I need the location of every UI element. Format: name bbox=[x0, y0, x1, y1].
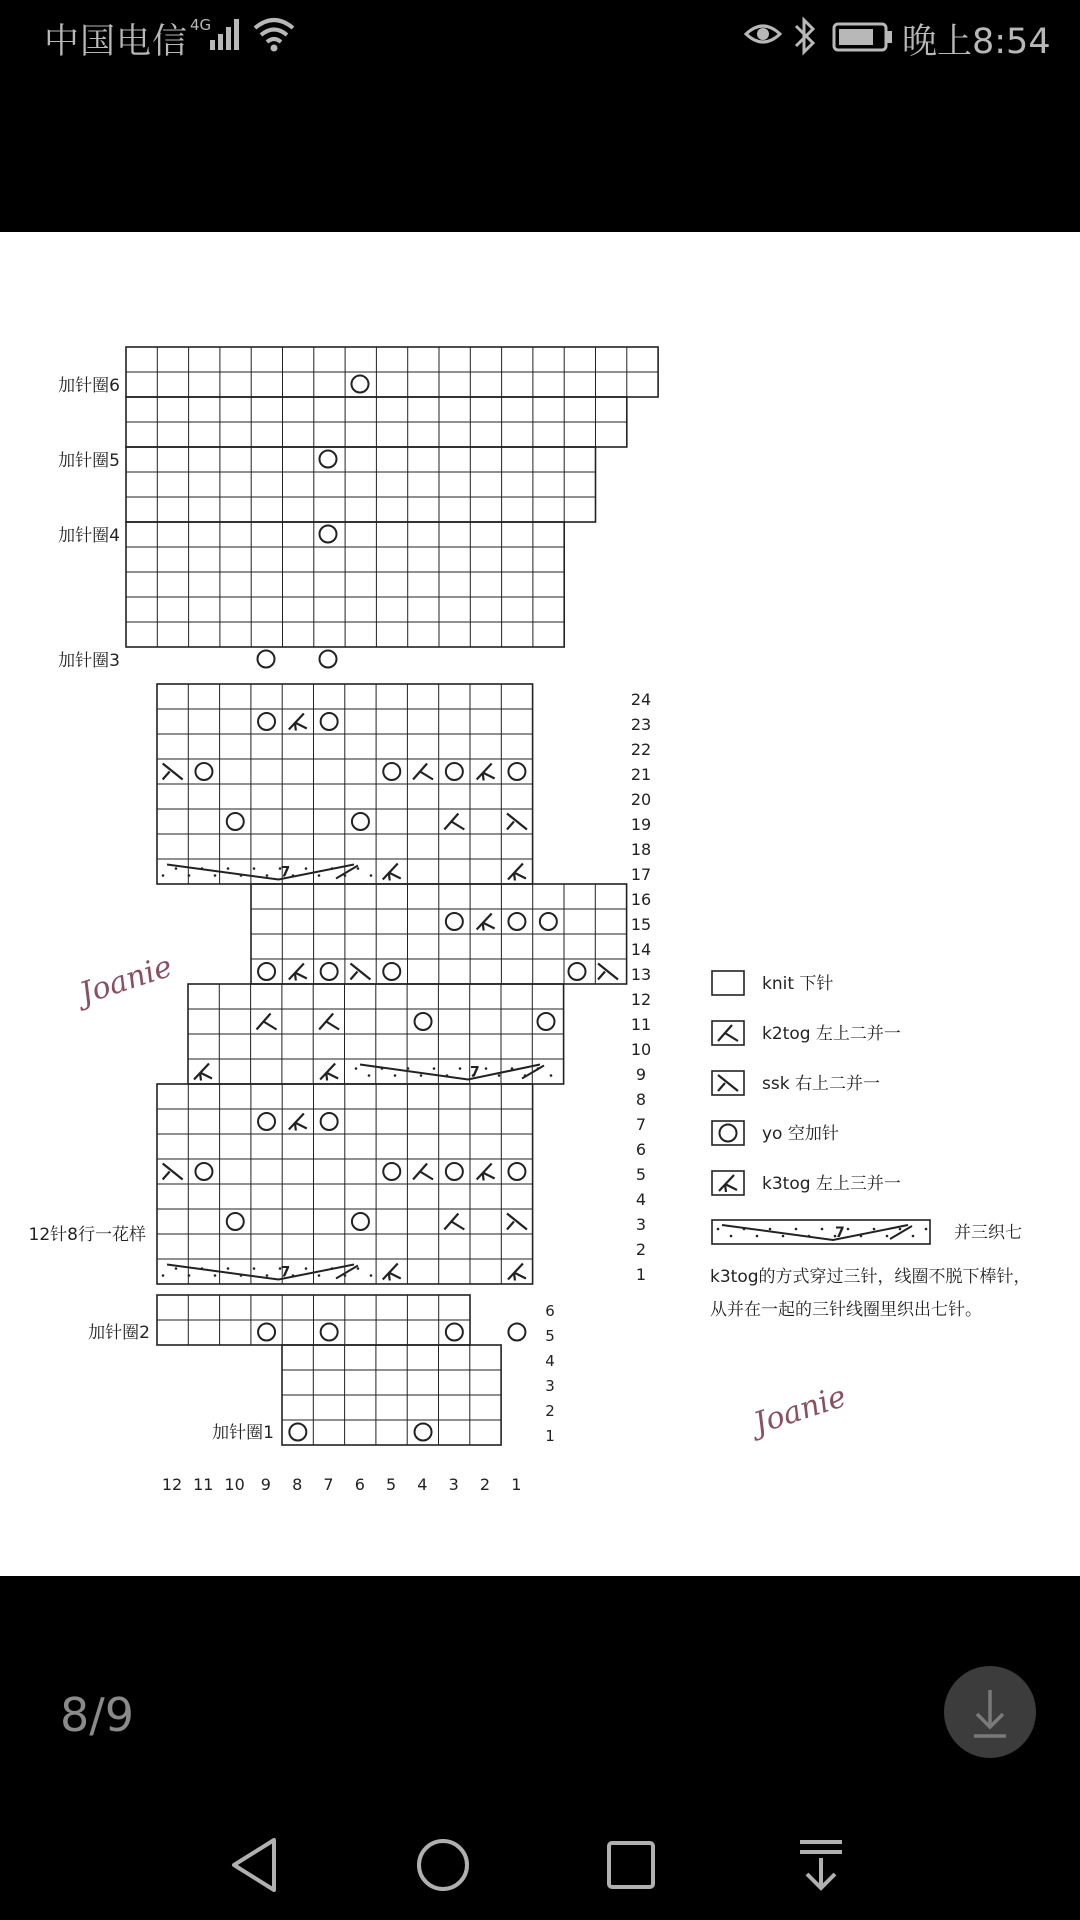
row-number: 10 bbox=[630, 1040, 652, 1059]
yo-symbol bbox=[321, 713, 338, 730]
yo-symbol bbox=[258, 1324, 275, 1341]
column-number: 5 bbox=[386, 1475, 397, 1494]
inc-rnd-3-label: 加针圈3 bbox=[58, 651, 120, 671]
yo-symbol bbox=[321, 963, 338, 980]
k2tog-symbol bbox=[413, 764, 433, 780]
legend-knit-label: knit 下针 bbox=[762, 974, 834, 994]
legend-yo-label: yo 空加针 bbox=[762, 1124, 839, 1144]
row-number: 7 bbox=[635, 1115, 647, 1134]
inc-rnd-6-label: 加针圈6 bbox=[58, 376, 120, 396]
row-number: 12 bbox=[630, 990, 652, 1009]
column-number: 11 bbox=[193, 1475, 214, 1494]
legend-k2tog-label: k2tog 左上二并一 bbox=[762, 1024, 901, 1044]
download-icon bbox=[944, 1666, 1036, 1758]
three-into-seven-symbol bbox=[355, 1065, 553, 1081]
seven-label: 7 bbox=[470, 1064, 480, 1081]
yo-symbol bbox=[569, 963, 586, 980]
row-number: 20 bbox=[630, 790, 652, 809]
inc-rnd-5-label: 加针圈5 bbox=[58, 451, 120, 471]
k3tog-symbol bbox=[508, 1264, 526, 1281]
yo-symbol bbox=[195, 1163, 212, 1180]
yo-symbol bbox=[383, 763, 400, 780]
k3tog-symbol bbox=[477, 1164, 495, 1181]
k3tog-symbol bbox=[383, 864, 401, 881]
k2tog-symbol bbox=[718, 1025, 738, 1041]
row-number: 11 bbox=[630, 1015, 652, 1034]
row-number: 14 bbox=[630, 940, 652, 959]
column-number: 1 bbox=[511, 1475, 522, 1494]
yo-symbol bbox=[195, 763, 212, 780]
k3tog-symbol bbox=[289, 714, 307, 731]
three-into-seven-symbol bbox=[162, 865, 373, 881]
yo-symbol bbox=[258, 1113, 275, 1130]
image-viewer[interactable] bbox=[0, 232, 1080, 1576]
three-into-seven-symbol bbox=[717, 1225, 928, 1241]
inc-rnd-2-label: 加针圈2 bbox=[88, 1323, 150, 1343]
pattern-repeat-label: 12针8行一花样 bbox=[28, 1225, 146, 1245]
k3tog-symbol bbox=[508, 864, 526, 881]
yo-symbol bbox=[352, 813, 369, 830]
bluetooth-icon bbox=[792, 16, 818, 56]
yo-symbol bbox=[383, 1163, 400, 1180]
row-number: 16 bbox=[630, 890, 652, 909]
inc-rnd-1-label: 加针圈1 bbox=[212, 1423, 274, 1443]
ssk-symbol bbox=[598, 964, 618, 980]
rows-9-12-grid bbox=[188, 984, 564, 1084]
yo-symbol bbox=[258, 651, 275, 668]
status-bar bbox=[0, 0, 1080, 76]
carrier-name: 中国电信 bbox=[44, 22, 189, 62]
yo-symbol bbox=[320, 451, 337, 468]
ssk-symbol bbox=[507, 1214, 527, 1230]
row-number: 5 bbox=[635, 1165, 647, 1184]
k3tog-symbol bbox=[194, 1064, 212, 1081]
ssk-symbol bbox=[163, 764, 183, 780]
row-number: 9 bbox=[635, 1065, 647, 1084]
column-number: 4 bbox=[417, 1475, 428, 1494]
yo-symbol bbox=[320, 526, 337, 543]
yo-symbol bbox=[352, 376, 369, 393]
signal-icon bbox=[208, 16, 244, 52]
k3tog-symbol bbox=[289, 964, 307, 981]
row-number: 6 bbox=[545, 1302, 555, 1320]
legend-note-line2: 从并在一起的三针线圈里织出七针。 bbox=[710, 1300, 982, 1320]
k3tog-symbol bbox=[383, 1264, 401, 1281]
k3tog-symbol bbox=[719, 1175, 737, 1192]
home-icon[interactable] bbox=[408, 1830, 478, 1900]
knitting-chart bbox=[0, 232, 1080, 1576]
ssk-symbol bbox=[507, 814, 527, 830]
legend-box bbox=[712, 971, 744, 995]
k3tog-symbol bbox=[289, 1114, 307, 1131]
network-type-label: 4G bbox=[190, 16, 212, 34]
row-number: 15 bbox=[630, 915, 652, 934]
row-number: 18 bbox=[630, 840, 652, 859]
yo-symbol bbox=[321, 1113, 338, 1130]
row-number: 4 bbox=[545, 1352, 555, 1370]
eye-icon bbox=[744, 20, 782, 48]
joanie-watermark: Joanie bbox=[749, 1379, 851, 1442]
yo-symbol bbox=[258, 713, 275, 730]
inc-rnd-6-grid bbox=[126, 347, 658, 397]
yo-symbol bbox=[446, 913, 463, 930]
recents-icon[interactable] bbox=[596, 1830, 666, 1900]
navigation-bar bbox=[0, 1810, 1080, 1920]
k3tog-symbol bbox=[477, 764, 495, 781]
yo-symbol bbox=[720, 1125, 737, 1142]
row-number: 2 bbox=[635, 1240, 647, 1259]
ssk-symbol bbox=[718, 1075, 738, 1091]
legend-k3tog-label: k3tog 左上三并一 bbox=[762, 1174, 901, 1194]
row-number: 5 bbox=[545, 1327, 555, 1345]
legend-ssk-label: ssk 右上二并一 bbox=[762, 1074, 880, 1094]
yo-symbol bbox=[320, 651, 337, 668]
yo-symbol bbox=[227, 1213, 244, 1230]
legend-note-line1: k3tog的方式穿过三针，线圈不脱下棒针， bbox=[710, 1267, 1031, 1287]
wifi-icon bbox=[252, 16, 296, 54]
yo-symbol bbox=[540, 913, 557, 930]
rows-17-24-grid bbox=[157, 684, 533, 884]
yo-symbol bbox=[227, 813, 244, 830]
yo-symbol bbox=[446, 763, 463, 780]
k3tog-symbol bbox=[477, 914, 495, 931]
download-button[interactable] bbox=[944, 1666, 1036, 1758]
column-number: 10 bbox=[224, 1475, 245, 1494]
inc-rnd-1-grid bbox=[282, 1345, 501, 1445]
page-counter: 8/9 bbox=[60, 1688, 135, 1742]
legend-seven-box bbox=[712, 1220, 930, 1244]
row-number: 13 bbox=[630, 965, 652, 984]
legend-box bbox=[712, 1021, 744, 1045]
column-number: 6 bbox=[354, 1475, 365, 1494]
row-number: 3 bbox=[635, 1215, 647, 1234]
column-number: 12 bbox=[161, 1475, 183, 1494]
row-number: 17 bbox=[630, 865, 652, 884]
rows-1-8-grid bbox=[157, 1084, 533, 1284]
row-number: 4 bbox=[635, 1190, 647, 1209]
row-number: 1 bbox=[545, 1427, 555, 1445]
row-number: 23 bbox=[630, 715, 652, 734]
inc-rnd-4-grid bbox=[126, 447, 596, 522]
yo-symbol bbox=[258, 963, 275, 980]
yo-symbol bbox=[508, 1324, 525, 1341]
k2tog-symbol bbox=[319, 1014, 339, 1030]
row-number: 22 bbox=[630, 740, 652, 759]
column-number: 8 bbox=[292, 1475, 303, 1494]
column-number: 3 bbox=[448, 1475, 459, 1494]
row-number: 8 bbox=[635, 1090, 647, 1109]
notification-shade-icon[interactable] bbox=[786, 1830, 856, 1900]
yo-symbol bbox=[538, 1013, 555, 1030]
yo-symbol bbox=[383, 963, 400, 980]
row-number: 6 bbox=[635, 1140, 647, 1159]
seven-label: 7 bbox=[835, 1225, 845, 1241]
row-number: 2 bbox=[545, 1402, 555, 1420]
inc-rnd-5-grid bbox=[126, 397, 627, 447]
yo-symbol bbox=[446, 1163, 463, 1180]
joanie-watermark: Joanie bbox=[75, 949, 177, 1012]
yo-symbol bbox=[446, 1324, 463, 1341]
ssk-symbol bbox=[163, 1164, 183, 1180]
row-number: 24 bbox=[630, 690, 652, 709]
column-number: 9 bbox=[260, 1475, 271, 1494]
three-into-seven-symbol bbox=[162, 1265, 373, 1281]
yo-symbol bbox=[415, 1013, 432, 1030]
rows-13-16-grid bbox=[251, 884, 627, 984]
inc-rnd-3-grid bbox=[126, 522, 564, 647]
yo-symbol bbox=[508, 913, 525, 930]
yo-symbol bbox=[352, 1213, 369, 1230]
row-number: 3 bbox=[545, 1377, 555, 1395]
seven-label: 7 bbox=[280, 864, 291, 881]
back-icon[interactable] bbox=[222, 1830, 292, 1900]
yo-symbol bbox=[321, 1324, 338, 1341]
status-clock: 晚上8:54 bbox=[902, 22, 1051, 62]
k3tog-symbol bbox=[320, 1064, 338, 1081]
yo-symbol bbox=[508, 1163, 525, 1180]
column-number: 2 bbox=[479, 1475, 491, 1494]
row-number: 1 bbox=[635, 1265, 647, 1284]
k2tog-symbol bbox=[444, 1214, 464, 1230]
yo-symbol bbox=[415, 1424, 432, 1441]
battery-icon bbox=[832, 22, 894, 52]
legend-three-into-seven-label: 并三织七 bbox=[954, 1223, 1022, 1243]
k2tog-symbol bbox=[257, 1014, 277, 1030]
yo-symbol bbox=[508, 763, 525, 780]
row-number: 21 bbox=[630, 765, 652, 784]
column-number: 7 bbox=[323, 1475, 334, 1494]
inc-rnd-2-grid bbox=[157, 1295, 470, 1345]
row-number: 19 bbox=[630, 815, 652, 834]
yo-symbol bbox=[289, 1424, 306, 1441]
ssk-symbol bbox=[350, 964, 370, 980]
k2tog-symbol bbox=[413, 1164, 433, 1180]
seven-label: 7 bbox=[280, 1264, 291, 1281]
inc-rnd-4-label: 加针圈4 bbox=[58, 526, 120, 546]
k2tog-symbol bbox=[444, 814, 464, 830]
